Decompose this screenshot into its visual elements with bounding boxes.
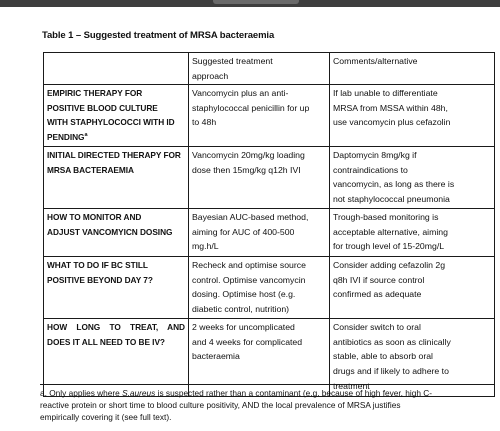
treatment-line: and 4 weeks for complicated <box>192 336 303 347</box>
comment-line: drugs and if likely to adhere to <box>333 365 449 376</box>
suggested-treatment-cell <box>189 85 330 147</box>
question-cell <box>44 147 189 209</box>
comments-alternative-cell <box>330 257 495 319</box>
footnote-marker: a <box>84 132 88 139</box>
comment-line: use vancomycin plus cefazolin <box>333 117 451 128</box>
page-tab-shape <box>213 0 299 4</box>
footnote-line2: reactive protein or short time to blood culture positivity, AND the local prevalence of MRSA justifies <box>40 400 401 410</box>
comment-line: contraindications to <box>333 164 408 175</box>
question-line: WHAT TO DO IF BC STILL <box>47 260 148 271</box>
comments-alternative-cell <box>330 147 495 209</box>
question-line: WITH STAPHYLOCOCCI WITH ID <box>47 117 175 128</box>
treatment-line: bacteraemia <box>192 351 240 362</box>
treatment-table <box>43 52 495 397</box>
treatment-line: dose then 15mg/kg q12h IVI <box>192 164 301 175</box>
treatment-line: Bayesian AUC-based method, <box>192 212 309 223</box>
comment-line: not staphylococcal pneumonia <box>333 193 450 204</box>
treatment-line: Vancomycin 20mg/kg loading <box>192 150 305 161</box>
top-page-strip <box>0 0 500 7</box>
question-line: ADJUST VANCOMYICN DOSING <box>47 226 173 237</box>
comments-alternative-cell <box>330 85 495 147</box>
comment-line: acceptable alternative, aiming <box>333 226 448 237</box>
treatment-line: staphylococcal penicillin for up <box>192 102 310 113</box>
question-line: POSITIVE BLOOD CULTURE <box>47 102 158 113</box>
comments-alternative-cell <box>330 209 495 257</box>
footnote <box>40 384 494 423</box>
footnote-prefix: a. Only applies where <box>40 388 123 398</box>
treatment-line: diabetic control, nutrition) <box>192 303 290 314</box>
treatment-line: to 48h <box>192 117 217 128</box>
comment-line: treatment <box>333 380 370 391</box>
suggested-treatment-cell <box>189 209 330 257</box>
question-cell <box>44 85 189 147</box>
question-cell <box>44 209 189 257</box>
question-line: HOW TO MONITOR AND <box>47 212 142 223</box>
treatment-line: Recheck and optimise source <box>192 260 306 271</box>
comment-line: q8h IVI if source control <box>333 274 425 285</box>
table-header-row <box>44 53 495 85</box>
comment-line: Daptomycin 8mg/kg if <box>333 150 417 161</box>
comment-line: confirmed as adequate <box>333 289 422 300</box>
table-row-bc-still-positive <box>44 257 495 319</box>
question-line: POSITIVE BEYOND DAY 7? <box>47 274 153 285</box>
question-line: EMPIRIC THERAPY FOR <box>47 88 143 99</box>
header-empty-cell <box>44 53 189 85</box>
question-line: DOES IT ALL NEED TO BE IV? <box>47 336 165 347</box>
treatment-line: mg.h/L <box>192 241 219 252</box>
treatment-line: aiming for AUC of 400-500 <box>192 226 295 237</box>
comment-line: Consider adding cefazolin 2g <box>333 260 446 271</box>
header-suggested-treatment <box>189 53 330 85</box>
suggested-treatment-cell <box>189 147 330 209</box>
treatment-line: control. Optimise vancomycin <box>192 274 306 285</box>
suggested-treatment-cell <box>189 257 330 319</box>
comment-line: MRSA from MSSA within 48h, <box>333 102 448 113</box>
header-comments-alternative: Comments/alternative <box>330 53 495 85</box>
treatment-line: 2 weeks for uncomplicated <box>192 322 295 333</box>
comment-line: stable, able to absorb oral <box>333 351 433 362</box>
table-row-monitor-vancomycin <box>44 209 495 257</box>
treatment-line: Vancomycin plus an anti- <box>192 88 289 99</box>
table-row-initial-directed-therapy <box>44 147 495 209</box>
footnote-line3: empirically covering it (see full text). <box>40 412 172 422</box>
question-line: INITIAL DIRECTED THERAPY FOR <box>47 150 181 161</box>
comment-line: for trough level of 15-20mg/L <box>333 241 445 252</box>
comment-line: Trough-based monitoring is <box>333 212 439 223</box>
question-line: MRSA BACTERAEMIA <box>47 164 134 175</box>
header-suggested-treatment-line2: approach <box>192 70 229 81</box>
treatment-line: dosing. Optimise host (e.g. <box>192 289 296 300</box>
table-title: Table 1 – Suggested treatment of MRSA bacteraemia <box>42 30 275 41</box>
comment-line: Consider switch to oral <box>333 322 421 333</box>
header-suggested-treatment-line1: Suggested treatment <box>192 56 273 66</box>
question-cell <box>44 257 189 319</box>
comment-line: antibiotics as soon as clinically <box>333 336 451 347</box>
comment-line: vancomycin, as long as there is <box>333 179 455 190</box>
footnote-italic-organism: S.aureus <box>122 388 156 398</box>
footnote-line1-rest: is suspected rather than a contaminant (e.g. because of high fever, high C- <box>155 388 433 398</box>
table-row-empiric-therapy <box>44 85 495 147</box>
comment-line: If lab unable to differentiate <box>333 88 438 99</box>
question-line: HOW LONG TO TREAT, AND <box>47 322 185 333</box>
question-line: PENDING <box>47 131 85 142</box>
